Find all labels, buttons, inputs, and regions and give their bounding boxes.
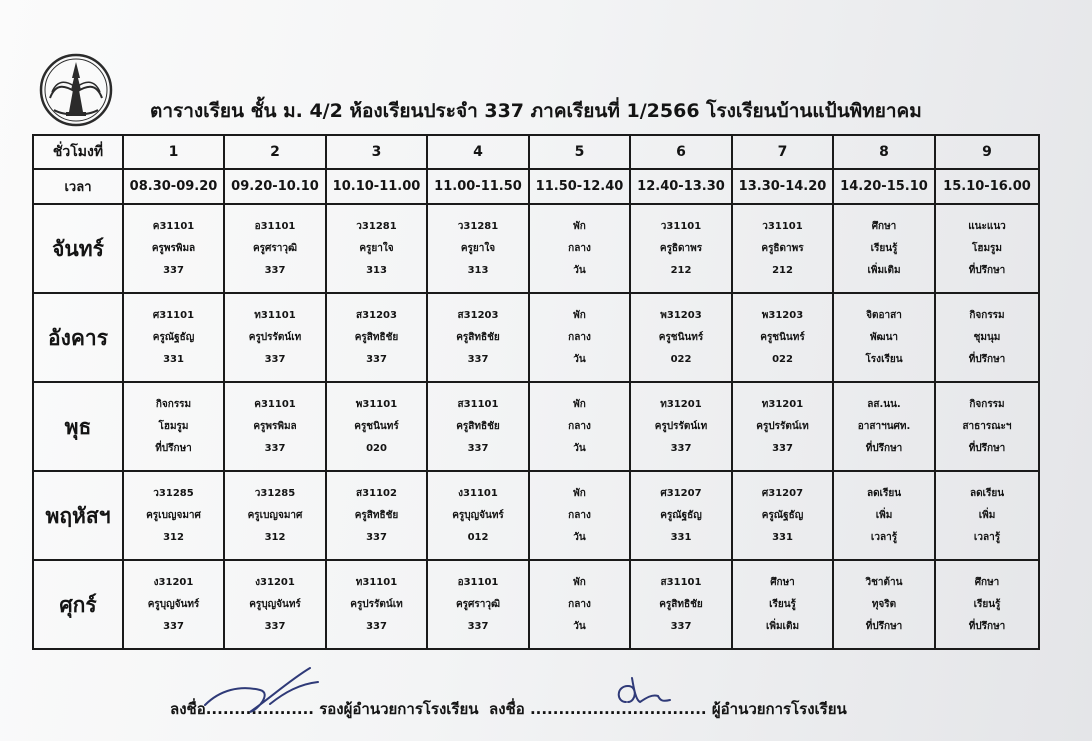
- cell-line-tertiary: 313: [467, 264, 489, 276]
- time-slot: 09.20-10.10: [224, 169, 326, 204]
- deputy-signature: [200, 660, 330, 720]
- cell-line-primary: ลส.นน.: [867, 398, 901, 410]
- cell-line-tertiary: เวลารู้: [870, 531, 898, 543]
- cell-line-primary: พัก: [573, 398, 586, 410]
- cell-line-primary: ว31101: [660, 220, 702, 232]
- cell-line-secondary: ครูชนินทร์: [760, 331, 805, 343]
- cell-line-primary: ท31201: [660, 398, 702, 410]
- cell-line-tertiary: ที่ปรึกษา: [865, 620, 903, 632]
- cell-line-secondary: เรียนรู้: [973, 598, 1001, 610]
- cell-line-secondary: ครูชนินทร์: [658, 331, 704, 343]
- cell-line-primary: ท31101: [254, 309, 296, 321]
- timetable: [32, 134, 1040, 650]
- cell-line-tertiary: ที่ปรึกษา: [865, 442, 903, 454]
- cell-line-tertiary: 337: [264, 264, 286, 276]
- cell-line-primary: พัก: [573, 576, 586, 588]
- cell-line-tertiary: 012: [467, 531, 489, 543]
- sign-label-deputy: ลงชื่อ: [170, 700, 206, 718]
- period-header-row: [33, 135, 1039, 169]
- class-cell: [833, 204, 935, 293]
- day-row: [33, 204, 1039, 293]
- cell-line-primary: จิตอาสา: [866, 309, 902, 321]
- cell-line-tertiary: 337: [772, 442, 793, 454]
- class-cell: [732, 471, 833, 560]
- day-row: [33, 471, 1039, 560]
- cell-line-secondary: ครูปรรัตน์เท: [756, 420, 809, 432]
- cell-line-primary: อ31101: [254, 220, 296, 232]
- class-cell: [935, 293, 1039, 382]
- cell-line-primary: ว31285: [153, 487, 194, 499]
- cell-line-secondary: ครูธิดาพร: [659, 242, 703, 254]
- cell-line-primary: ค31101: [254, 398, 296, 410]
- cell-line-tertiary: 337: [467, 353, 489, 365]
- class-cell: [123, 204, 224, 293]
- period-number: 8: [833, 135, 935, 169]
- cell-line-primary: ว31101: [762, 220, 803, 232]
- class-cell: [427, 293, 529, 382]
- cell-line-primary: ศึกษา: [974, 576, 1000, 588]
- cell-line-secondary: ครูบุญจันทร์: [147, 598, 200, 610]
- time-slot: 14.20-15.10: [833, 169, 935, 204]
- cell-line-primary: ส31101: [660, 576, 702, 588]
- cell-line-secondary: ครูปรรัตน์เท: [350, 598, 403, 610]
- cell-line-tertiary: 331: [163, 353, 184, 365]
- class-cell: [833, 293, 935, 382]
- class-cell: [630, 560, 732, 649]
- cell-line-secondary: ครูศราวุฒิ: [455, 598, 501, 610]
- cell-line-tertiary: ที่ปรึกษา: [968, 620, 1006, 632]
- cell-line-primary: พ31203: [761, 309, 804, 321]
- cell-line-secondary: ครูสิทธิชัย: [354, 331, 399, 343]
- cell-line-tertiary: 337: [467, 620, 489, 632]
- class-cell: [529, 471, 630, 560]
- cell-line-secondary: ครูชนินทร์: [354, 420, 399, 432]
- cell-line-tertiary: 022: [670, 353, 692, 365]
- cell-line-primary: ง31201: [255, 576, 295, 588]
- day-row: [33, 382, 1039, 471]
- class-cell: [529, 560, 630, 649]
- period-number: 4: [427, 135, 529, 169]
- cell-line-secondary: อาสาฯนศท.: [857, 420, 911, 432]
- class-cell: [630, 382, 732, 471]
- cell-line-tertiary: ที่ปรึกษา: [968, 442, 1006, 454]
- cell-line-tertiary: ที่ปรึกษา: [968, 353, 1006, 365]
- cell-line-primary: ส31203: [356, 309, 397, 321]
- cell-line-primary: พัก: [573, 220, 586, 232]
- cell-line-secondary: ครูณัฐธัญ: [152, 331, 195, 343]
- cell-line-secondary: ครูปรรัตน์เท: [654, 420, 708, 432]
- cell-line-primary: อ31101: [457, 576, 499, 588]
- director-title: ผู้อำนวยการโรงเรียน: [711, 700, 847, 718]
- cell-line-secondary: เพิ่ม: [978, 509, 996, 521]
- cell-line-tertiary: 022: [772, 353, 793, 365]
- cell-line-tertiary: 337: [264, 353, 286, 365]
- cell-line-primary: ท31201: [761, 398, 804, 410]
- period-number: 5: [529, 135, 630, 169]
- class-cell: [326, 204, 427, 293]
- page-title: ตารางเรียน ชั้น ม. 4/2 ห้องเรียนประจำ 337 ภาคเรียนที่ 1/2566 โรงเรียนบ้านแป้นพิทยาคม: [150, 100, 922, 122]
- cell-line-tertiary: 312: [163, 531, 184, 543]
- class-cell: [833, 382, 935, 471]
- cell-line-primary: ศึกษา: [770, 576, 795, 588]
- cell-line-primary: ส31101: [457, 398, 499, 410]
- cell-line-secondary: กลาง: [568, 420, 591, 432]
- class-cell: [732, 560, 833, 649]
- cell-line-tertiary: 020: [366, 442, 387, 454]
- class-cell: [123, 382, 224, 471]
- cell-line-tertiary: 337: [163, 264, 184, 276]
- cell-line-tertiary: วัน: [573, 353, 586, 365]
- period-number: 7: [732, 135, 833, 169]
- cell-line-secondary: กลาง: [568, 509, 591, 521]
- cell-line-tertiary: เพิ่มเติม: [765, 620, 800, 632]
- time-slot: 11.00-11.50: [427, 169, 529, 204]
- class-cell: [326, 471, 427, 560]
- period-number: 1: [123, 135, 224, 169]
- cell-line-tertiary: วัน: [573, 620, 586, 632]
- day-row: [33, 560, 1039, 649]
- day-name: พฤหัสฯ: [33, 471, 123, 560]
- time-label: เวลา: [33, 169, 123, 204]
- cell-line-secondary: โฮมรูม: [971, 242, 1003, 254]
- class-cell: [427, 560, 529, 649]
- class-cell: [630, 293, 732, 382]
- class-cell: [224, 204, 326, 293]
- cell-line-secondary: ครูเบญจมาศ: [146, 509, 201, 521]
- cell-line-tertiary: 331: [670, 531, 692, 543]
- day-name: พุธ: [33, 382, 123, 471]
- cell-line-primary: กิจกรรม: [155, 398, 192, 410]
- cell-line-secondary: ครูพรพิมล: [253, 420, 297, 432]
- class-cell: [529, 293, 630, 382]
- cell-line-primary: ศึกษา: [871, 220, 897, 232]
- cell-line-tertiary: โรงเรียน: [865, 353, 903, 365]
- period-number: 9: [935, 135, 1039, 169]
- cell-line-secondary: ครูณัฐธัญ: [660, 509, 702, 521]
- cell-line-primary: ศ31207: [660, 487, 702, 499]
- class-cell: [732, 382, 833, 471]
- period-number: 6: [630, 135, 732, 169]
- class-cell: [529, 382, 630, 471]
- cell-line-tertiary: เพิ่มเติม: [867, 264, 901, 276]
- class-cell: [935, 560, 1039, 649]
- cell-line-tertiary: 337: [670, 620, 692, 632]
- class-cell: [427, 204, 529, 293]
- class-cell: [630, 471, 732, 560]
- time-slot: 12.40-13.30: [630, 169, 732, 204]
- cell-line-tertiary: ที่ปรึกษา: [155, 442, 192, 454]
- cell-line-primary: พ31101: [355, 398, 398, 410]
- cell-line-primary: ง31201: [153, 576, 194, 588]
- cell-line-tertiary: 312: [264, 531, 286, 543]
- cell-line-primary: ศ31207: [761, 487, 804, 499]
- cell-line-secondary: ครูยาใจ: [460, 242, 496, 254]
- class-cell: [224, 293, 326, 382]
- class-cell: [224, 560, 326, 649]
- cell-line-secondary: เพิ่ม: [875, 509, 893, 521]
- cell-line-secondary: โฮมรูม: [158, 420, 189, 432]
- cell-line-primary: ส31102: [356, 487, 397, 499]
- class-cell: [224, 382, 326, 471]
- class-cell: [732, 204, 833, 293]
- cell-line-primary: ลดเรียน: [866, 487, 902, 499]
- cell-line-primary: พัก: [573, 309, 586, 321]
- director-signature: [608, 672, 688, 712]
- period-label: ชั่วโมงที่: [33, 135, 123, 169]
- cell-line-secondary: ครูสิทธิชัย: [456, 331, 500, 343]
- cell-line-primary: ลดเรียน: [969, 487, 1005, 499]
- cell-line-secondary: ครูสิทธิชัย: [354, 509, 399, 521]
- class-cell: [935, 204, 1039, 293]
- day-name: ศุกร์: [33, 560, 123, 649]
- cell-line-tertiary: 212: [772, 264, 793, 276]
- cell-line-secondary: ครูพรพิมล: [151, 242, 196, 254]
- cell-line-secondary: ทุจริต: [871, 598, 897, 610]
- deputy-director-title: รองผู้อำนวยการโรงเรียน: [319, 700, 479, 718]
- school-emblem: [38, 52, 114, 128]
- cell-line-primary: ค31101: [152, 220, 195, 232]
- cell-line-secondary: ชุมนุม: [973, 331, 1001, 343]
- day-row: [33, 293, 1039, 382]
- day-name: อังคาร: [33, 293, 123, 382]
- class-cell: [833, 560, 935, 649]
- cell-line-primary: ศ31101: [152, 309, 195, 321]
- cell-line-secondary: ครูศราวุฒิ: [252, 242, 298, 254]
- class-cell: [935, 382, 1039, 471]
- cell-line-primary: ส31203: [457, 309, 499, 321]
- cell-line-tertiary: ที่ปรึกษา: [968, 264, 1006, 276]
- cell-line-tertiary: 337: [264, 442, 286, 454]
- cell-line-primary: ท31101: [355, 576, 398, 588]
- cell-line-secondary: กลาง: [568, 598, 591, 610]
- class-cell: [935, 471, 1039, 560]
- day-name: จันทร์: [33, 204, 123, 293]
- cell-line-tertiary: วัน: [573, 442, 586, 454]
- sign-label-director: ลงชื่อ: [489, 700, 525, 718]
- class-cell: [326, 560, 427, 649]
- class-cell: [224, 471, 326, 560]
- time-slot: 10.10-11.00: [326, 169, 427, 204]
- cell-line-secondary: ครูธิดาพร: [761, 242, 804, 254]
- cell-line-primary: วิชาต้าน: [865, 576, 903, 588]
- cell-line-primary: กิจกรรม: [969, 398, 1005, 410]
- cell-line-primary: ว31285: [254, 487, 296, 499]
- cell-line-tertiary: 337: [670, 442, 692, 454]
- cell-line-secondary: เรียนรู้: [769, 598, 796, 610]
- cell-line-primary: กิจกรรม: [969, 309, 1005, 321]
- cell-line-secondary: กลาง: [568, 331, 591, 343]
- cell-line-secondary: เรียนรู้: [870, 242, 898, 254]
- cell-line-tertiary: 337: [366, 531, 387, 543]
- cell-line-secondary: ครูสิทธิชัย: [456, 420, 500, 432]
- cell-line-primary: ง31101: [458, 487, 498, 499]
- time-slot: 11.50-12.40: [529, 169, 630, 204]
- cell-line-secondary: พัฒนา: [869, 331, 899, 343]
- cell-line-secondary: ครูสิทธิชัย: [659, 598, 703, 610]
- cell-line-primary: พ31203: [660, 309, 702, 321]
- cell-line-secondary: ครูณัฐธัญ: [761, 509, 804, 521]
- class-cell: [427, 471, 529, 560]
- class-cell: [427, 382, 529, 471]
- signature-dots-deputy: ...................: [205, 700, 314, 718]
- time-slot: 08.30-09.20: [123, 169, 224, 204]
- cell-line-tertiary: 337: [366, 620, 387, 632]
- cell-line-tertiary: วัน: [573, 264, 586, 276]
- cell-line-tertiary: 313: [366, 264, 387, 276]
- class-cell: [732, 293, 833, 382]
- cell-line-tertiary: 331: [772, 531, 793, 543]
- signature-dots-director: ...............................: [529, 700, 707, 718]
- time-slot: 15.10-16.00: [935, 169, 1039, 204]
- class-cell: [123, 471, 224, 560]
- cell-line-primary: พัก: [573, 487, 586, 499]
- cell-line-secondary: สาธารณะฯ: [962, 420, 1012, 432]
- class-cell: [326, 382, 427, 471]
- cell-line-secondary: กลาง: [568, 242, 591, 254]
- cell-line-primary: ว31281: [356, 220, 397, 232]
- cell-line-tertiary: 337: [467, 442, 489, 454]
- cell-line-tertiary: 212: [670, 264, 692, 276]
- cell-line-tertiary: 337: [264, 620, 286, 632]
- cell-line-secondary: ครูเบญจมาศ: [247, 509, 303, 521]
- cell-line-secondary: ครูบุญจันทร์: [452, 509, 504, 521]
- cell-line-secondary: ครูยาใจ: [359, 242, 394, 254]
- class-cell: [833, 471, 935, 560]
- cell-line-secondary: ครูปรรัตน์เท: [248, 331, 302, 343]
- time-header-row: [33, 169, 1039, 204]
- cell-line-tertiary: เวลารู้: [973, 531, 1001, 543]
- time-slot: 13.30-14.20: [732, 169, 833, 204]
- class-cell: [123, 560, 224, 649]
- class-cell: [326, 293, 427, 382]
- period-number: 2: [224, 135, 326, 169]
- class-cell: [630, 204, 732, 293]
- cell-line-primary: ว31281: [457, 220, 499, 232]
- cell-line-secondary: ครูบุญจันทร์: [249, 598, 301, 610]
- period-number: 3: [326, 135, 427, 169]
- cell-line-tertiary: 337: [163, 620, 184, 632]
- cell-line-tertiary: วัน: [573, 531, 586, 543]
- cell-line-primary: แนะแนว: [968, 220, 1006, 232]
- cell-line-tertiary: 337: [366, 353, 387, 365]
- class-cell: [529, 204, 630, 293]
- class-cell: [123, 293, 224, 382]
